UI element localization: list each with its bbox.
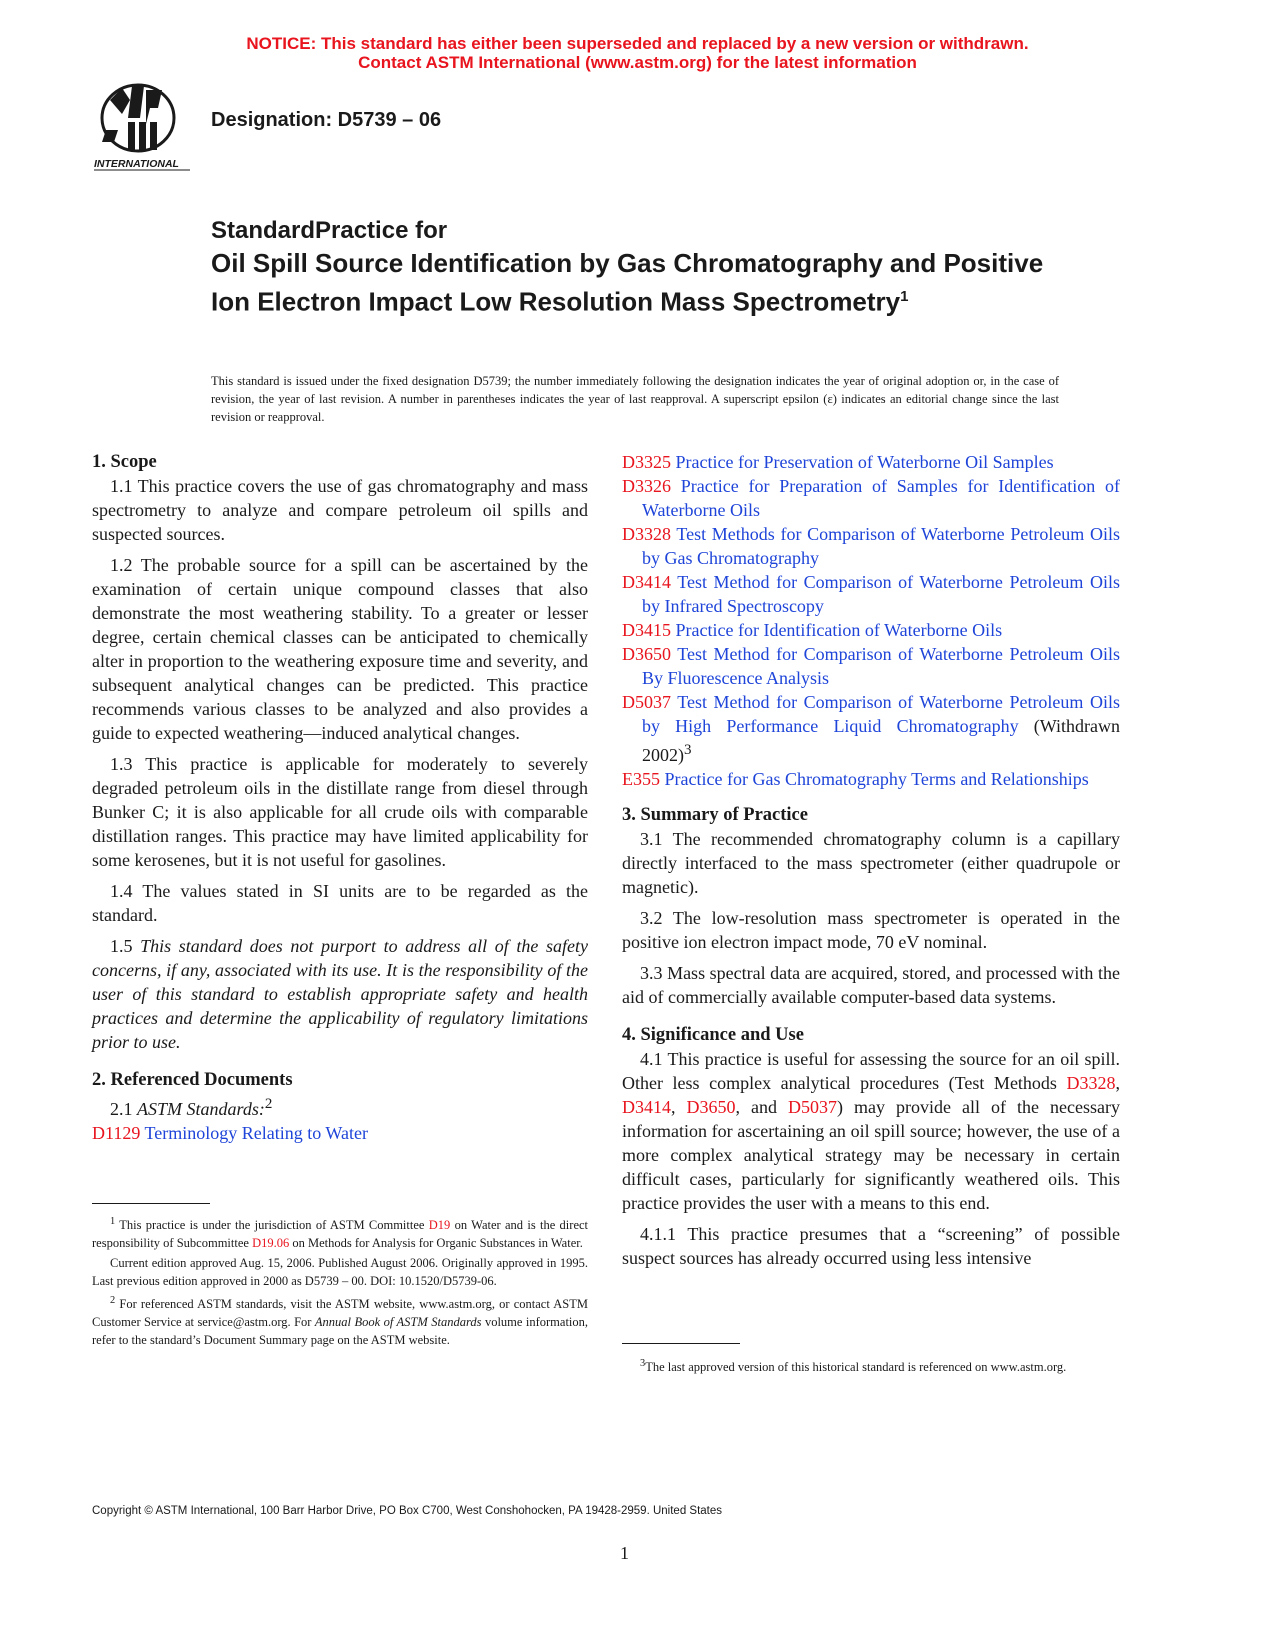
- footnote-divider-left: [92, 1203, 210, 1204]
- left-column: [92, 450, 588, 1145]
- reference-code-link[interactable]: D3415: [622, 620, 671, 640]
- reference-item: [622, 767, 1120, 791]
- cited-standard-link[interactable]: D3414: [622, 1097, 671, 1117]
- reference-title-link[interactable]: Terminology Relating to Water: [144, 1123, 368, 1143]
- paragraph-1-5: [92, 934, 588, 1054]
- paragraph-1-3: 1.3 This practice is applicable for moderately to severely degraded petroleum oils in the distillate range from diesel through Bunker C; it is also applicable for all crude oils with comparable distillation ranges. This practice may have limited applicability for some kerosenes, but it is not useful for gasolines.: [92, 754, 588, 870]
- reference-code-link[interactable]: D3325: [622, 452, 671, 472]
- section-4-heading: 4. Significance and Use: [622, 1025, 804, 1045]
- supersede-notice: [0, 34, 1275, 72]
- cited-standard-link[interactable]: D3328: [1066, 1073, 1116, 1093]
- section-2-heading: 2. Referenced Documents: [92, 1070, 293, 1090]
- reference-item: [622, 618, 1120, 642]
- paragraph-1-2: 1.2 The probable source for a spill can be ascertained by the examination of certain unique compound classes that also demonstrate the most weathering stability. To a greater or lesser degree, certain chemical classes can be anticipated to chemically alter in proportion to the weathering exposure time and severity, and subsequent analytical changes can be predicted. This practice recommends various classes to be analyzed and also provides a guide to expected weathering—induced analytical changes.: [92, 555, 588, 743]
- notice-line-1: NOTICE: This standard has either been superseded and replaced by a new version or withdrawn.: [246, 34, 1029, 53]
- issued-note: This standard is issued under the fixed designation D5739; the number immediately following the designation indicates the year of original adoption or, in the case of revision, the year of last revision. A number in parentheses indicates the year of last reapproval. A superscript epsilon (ε) indicates an editorial change since the last revision or reapproval.: [211, 374, 1059, 424]
- reference-title-link[interactable]: Test Method for Comparison of Waterborne Petroleum Oils by High Performance Liquid Chromatography: [642, 692, 1120, 736]
- footnote-3-marker: 3: [640, 1358, 646, 1369]
- logo-text: INTERNATIONAL: [94, 158, 179, 170]
- standard-title: [211, 215, 1071, 319]
- footnote-2-text-b: volume information, refer to the standard’s Document Summary page on the ASTM website.: [92, 1315, 589, 1348]
- reference-title-link[interactable]: Test Methods for Comparison of Waterborne Petroleum Oils by Gas Chromatography: [642, 524, 1120, 568]
- title-prefix: StandardPractice for: [211, 217, 448, 244]
- reference-title-link[interactable]: Practice for Preparation of Samples for Identification of Waterborne Oils: [642, 476, 1121, 520]
- separator: , and: [735, 1097, 778, 1117]
- paragraph-4-1-1: 4.1.1 This practice presumes that a “screening” of possible suspect sources has already occurred using less intensive: [622, 1224, 1120, 1268]
- cited-standard-link[interactable]: D3650: [686, 1097, 736, 1117]
- footnote-1-text-c: on Methods for Analysis for Organic Substances in Water.: [292, 1236, 583, 1251]
- title-main-text: Oil Spill Source Identification by Gas Chromatography and Positive Ion Electron Impact Low Resolution Mass Spectrometry: [211, 248, 1044, 317]
- paragraph-2-1: [92, 1092, 588, 1121]
- withdrawn-note: (Withdrawn 2002): [642, 716, 1120, 765]
- section-1-heading: 1. Scope: [92, 452, 157, 472]
- separator: ,: [671, 1097, 676, 1117]
- reference-item: [622, 642, 1120, 690]
- footnote-2-italic: Annual Book of ASTM Standards: [314, 1315, 482, 1330]
- edition-note: Current edition approved Aug. 15, 2006. Published August 2006. Originally approved in 1995. Last previous edition approved in 2000 as D5739 – 00. DOI: 10.1520/D5739-06.: [92, 1256, 588, 1289]
- reference-code-link[interactable]: D3414: [622, 572, 671, 592]
- footnote-3: [622, 1355, 1120, 1376]
- reference-item: [92, 1121, 588, 1145]
- committee-link[interactable]: D19: [428, 1218, 451, 1233]
- right-column: [622, 450, 1120, 1277]
- reference-item: [622, 522, 1120, 570]
- reference-item: [622, 690, 1120, 767]
- footnote-1-text-b: on Water and is the direct responsibility of Subcommittee: [92, 1218, 589, 1251]
- paragraph-1-5-text: This standard does not purport to address all of the safety concerns, if any, associated with its use. It is the responsibility of the user of this standard to establish appropriate safety and health practices and determine the applicability of regulatory limitations prior to use.: [92, 936, 588, 1052]
- title-main: [211, 247, 1071, 319]
- separator: ,: [1115, 1073, 1120, 1093]
- reference-code-link[interactable]: E355: [622, 769, 660, 789]
- paragraph-4-1-text-b: ) may provide all of the necessary information for ascertaining an oil spill source; however, the use of a more complex analytical strategy may be necessary in certain difficult cases, particularly for significantly weathered oils. This practice provides the user with a means to this end.: [622, 1097, 1120, 1213]
- reference-list: [622, 450, 1120, 791]
- subcommittee-link[interactable]: D19.06: [252, 1236, 290, 1251]
- reference-code-link[interactable]: D5037: [622, 692, 671, 712]
- notice-line-2: Contact ASTM International (www.astm.org) for the latest information: [358, 53, 917, 72]
- paragraph-1-5-number: 1.5: [110, 936, 133, 956]
- reference-code-link[interactable]: D3650: [622, 644, 671, 664]
- paragraph-4-1-text-a: 4.1 This practice is useful for assessing the source for an oil spill. Other less complex analytical procedures (Test Methods: [622, 1049, 1120, 1093]
- footnote-1-text-a: This practice is under the jurisdiction of ASTM Committee: [119, 1218, 425, 1233]
- paragraph-1-4: 1.4 The values stated in SI units are to be regarded as the standard.: [92, 881, 588, 925]
- footnote-marker-3: 3: [684, 742, 692, 758]
- footnote-1: [92, 1213, 588, 1252]
- footnote-2-marker: 2: [110, 1295, 116, 1307]
- footnote-2-text-a: For referenced ASTM standards, visit the ASTM website, www.astm.org, or contact ASTM Customer Service at service@astm.org. For: [92, 1297, 589, 1330]
- right-footnotes: [622, 1355, 1120, 1378]
- reference-item: [622, 570, 1120, 618]
- reference-item: [622, 450, 1120, 474]
- paragraph-3-2: 3.2 The low-resolution mass spectrometer is operated in the positive ion electron impact mode, 70 eV nominal.: [622, 908, 1120, 952]
- astm-logo-icon: [92, 78, 202, 178]
- title-footnote-marker: 1: [900, 288, 909, 305]
- section-3-heading: 3. Summary of Practice: [622, 805, 808, 825]
- paragraph-1-1: 1.1 This practice covers the use of gas chromatography and mass spectrometry to analyze and compare petroleum oil spills and suspected sources.: [92, 476, 588, 544]
- astm-logo: [92, 78, 202, 178]
- reference-title-link[interactable]: Practice for Gas Chromatography Terms and Relationships: [664, 769, 1089, 789]
- reference-title-link[interactable]: Test Method for Comparison of Waterborne Petroleum Oils By Fluorescence Analysis: [642, 644, 1120, 688]
- reference-code-link[interactable]: D1129: [92, 1123, 141, 1143]
- paragraph-3-1: 3.1 The recommended chromatography column is a capillary directly interfaced to the mass spectrometer (either quadrupole or magnetic).: [622, 829, 1120, 897]
- page-number: 1: [620, 1543, 629, 1563]
- paragraph-3-3: 3.3 Mass spectral data are acquired, stored, and processed with the aid of commercially available computer-based data systems.: [622, 963, 1120, 1007]
- reference-code-link[interactable]: D3328: [622, 524, 671, 544]
- cited-standard-link[interactable]: D5037: [788, 1097, 838, 1117]
- footnote-divider-right: [622, 1343, 740, 1344]
- footnote-3-text: The last approved version of this historical standard is referenced on www.astm.org.: [645, 1360, 1067, 1375]
- footnote-1-marker: 1: [110, 1216, 116, 1227]
- paragraph-4-1: [622, 1047, 1120, 1215]
- designation: Designation: D5739 – 06: [211, 109, 442, 131]
- paragraph-2-1-number: 2.1: [110, 1099, 133, 1119]
- reference-title-link[interactable]: Practice for Preservation of Waterborne Oil Samples: [675, 452, 1054, 472]
- reference-item: [622, 474, 1120, 522]
- left-footnotes: [92, 1213, 588, 1351]
- footnote-marker-2: 2: [264, 1096, 273, 1112]
- reference-title-link[interactable]: Practice for Identification of Waterborne Oils: [675, 620, 1003, 640]
- copyright-line: Copyright © ASTM International, 100 Barr Harbor Drive, PO Box C700, West Conshohocken, PA 19428-2959. United States: [92, 1505, 723, 1517]
- reference-code-link[interactable]: D3326: [622, 476, 671, 496]
- reference-title-link[interactable]: Test Method for Comparison of Waterborne Petroleum Oils by Infrared Spectroscopy: [642, 572, 1120, 616]
- astm-standards-label: ASTM Standards:: [137, 1099, 265, 1119]
- footnote-2: [92, 1292, 588, 1349]
